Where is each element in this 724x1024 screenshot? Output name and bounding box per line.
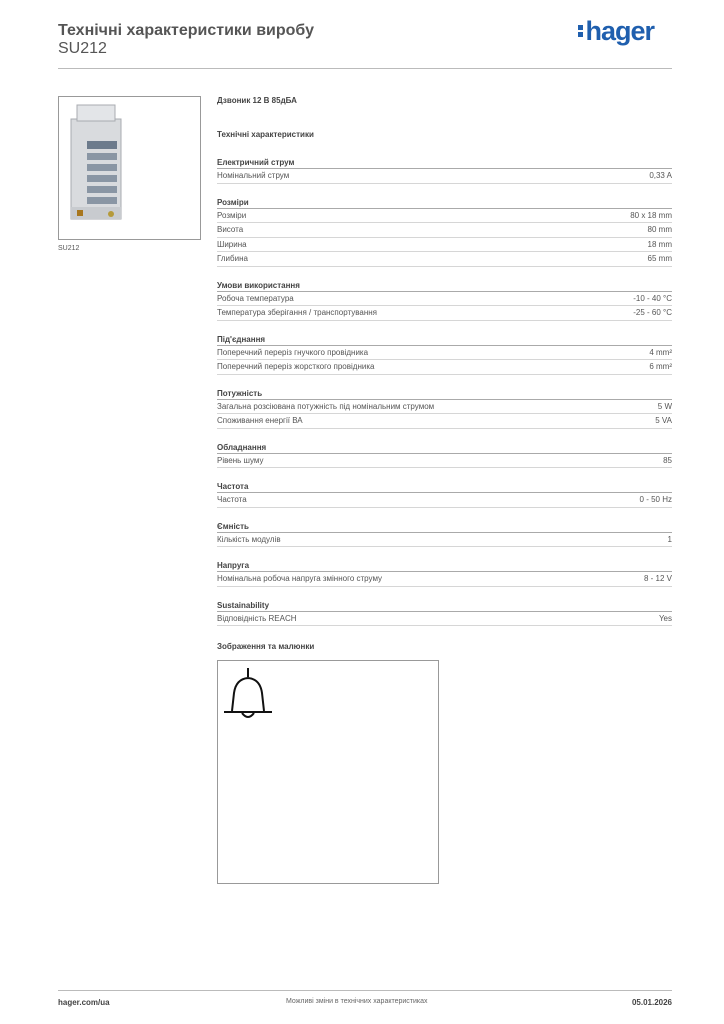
spec-row: [217, 306, 672, 321]
spec-value: 85: [663, 455, 672, 465]
spec-group: [217, 600, 672, 627]
tech-specs-heading: Технічні характеристики: [217, 130, 314, 139]
footer-date: 05.01.2026: [631, 998, 672, 1007]
spec-row: [217, 209, 672, 224]
spec-label: Номінальний струм: [217, 171, 290, 180]
spec-group: [217, 560, 672, 587]
spec-row: [217, 572, 672, 587]
spec-row: [217, 400, 672, 415]
spec-group-title: Ємність: [217, 521, 672, 533]
spec-label: Ширина: [217, 239, 247, 249]
spec-value: 0,33 A: [649, 171, 672, 180]
spec-group-title: Потужність: [217, 388, 672, 400]
spec-value: 65 mm: [647, 254, 672, 263]
spec-group-title: Обладнання: [217, 442, 672, 454]
spec-value: 4 mm²: [649, 347, 672, 357]
spec-group-title: Розміри: [217, 197, 672, 209]
spec-value: 1: [667, 534, 672, 544]
spec-group-title: Напруга: [217, 560, 672, 572]
doorbell-device-icon: [67, 103, 125, 231]
spec-label: Поперечний переріз жорсткого провідника: [217, 362, 375, 371]
spec-label: Кількість модулів: [217, 534, 281, 544]
spec-row: [217, 169, 672, 184]
images-heading: Зображення та малюнки: [217, 642, 315, 651]
header-divider: [58, 68, 672, 69]
logo-text: hager: [585, 16, 654, 46]
product-code: SU212: [58, 40, 107, 57]
spec-row: [217, 414, 672, 429]
spec-label: Робоча температура: [217, 293, 294, 303]
spec-value: 5 W: [657, 401, 672, 411]
product-name: Дзвоник 12 В 85дБА: [217, 96, 297, 105]
spec-group: [217, 442, 672, 469]
spec-value: 80 x 18 mm: [630, 210, 672, 220]
spec-row: [217, 223, 672, 238]
spec-value: 6 mm²: [649, 362, 672, 371]
spec-groups: [217, 157, 672, 626]
product-image-caption: SU212: [58, 245, 80, 252]
spec-label: Загальна розсіювана потужність під номінальним струмом: [217, 401, 435, 411]
spec-row: [217, 292, 672, 307]
footer-divider: [58, 990, 672, 991]
footer-notice: Можливі зміни в технічних характеристиках: [286, 998, 428, 1005]
spec-group: [217, 388, 672, 429]
spec-label: Висота: [217, 225, 244, 234]
logo-dots-icon: [578, 23, 583, 39]
spec-label: Рівень шуму: [217, 455, 264, 465]
spec-value: 18 mm: [647, 239, 672, 249]
spec-value: Yes: [658, 613, 672, 623]
spec-row: [217, 252, 672, 267]
spec-group-title: Умови використання: [217, 280, 672, 292]
spec-group-title: Частота: [217, 481, 672, 493]
spec-label: Розміри: [217, 210, 247, 220]
page-title: Технічні характеристики виробу: [58, 22, 314, 39]
hager-logo: [578, 16, 654, 47]
spec-row: [217, 346, 672, 361]
spec-group: [217, 197, 672, 267]
spec-group: [217, 280, 672, 321]
spec-row: [217, 493, 672, 508]
spec-row: [217, 454, 672, 469]
footer-website-link[interactable]: hager.com/ua: [58, 998, 110, 1007]
spec-label: Температура зберігання / транспортування: [217, 308, 378, 317]
spec-value: 0 - 50 Hz: [639, 495, 672, 504]
spec-label: Відповідність REACH: [217, 613, 297, 623]
spec-label: Глибина: [217, 254, 248, 263]
spec-value: 80 mm: [647, 225, 672, 234]
spec-group: [217, 521, 672, 548]
spec-value: -25 - 60 °C: [633, 308, 672, 317]
spec-group-title: Електричний струм: [217, 157, 672, 169]
spec-row: [217, 360, 672, 375]
bell-icon: [220, 665, 276, 721]
drawing-box: [217, 660, 439, 884]
spec-section: [217, 96, 672, 626]
product-image: [58, 96, 201, 240]
spec-value: 5 VA: [655, 416, 672, 425]
spec-group: [217, 157, 672, 184]
spec-row: [217, 612, 672, 627]
spec-value: -10 - 40 °C: [633, 293, 672, 303]
spec-row: [217, 238, 672, 253]
spec-row: [217, 533, 672, 548]
spec-group: [217, 481, 672, 508]
spec-group-title: Sustainability: [217, 600, 672, 612]
spec-label: Поперечний переріз гнучкого провідника: [217, 347, 369, 357]
spec-label: Споживання енергії ВА: [217, 416, 303, 425]
spec-group: [217, 334, 672, 375]
spec-label: Номінальна робоча напруга змінного струму: [217, 574, 383, 583]
spec-label: Частота: [217, 495, 247, 504]
spec-group-title: Під'єднання: [217, 334, 672, 346]
spec-value: 8 - 12 V: [643, 574, 672, 583]
